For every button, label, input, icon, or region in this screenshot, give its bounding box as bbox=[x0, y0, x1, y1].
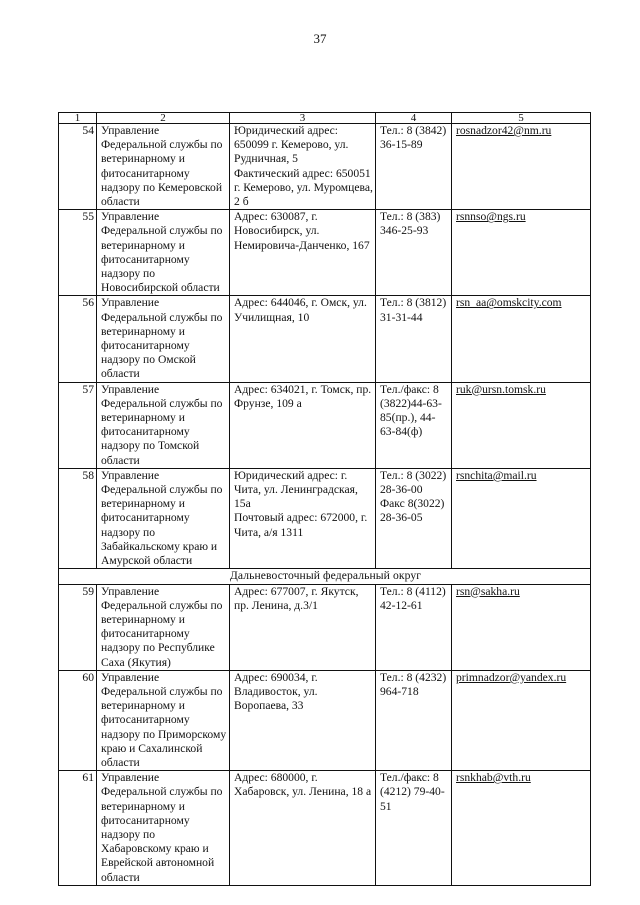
agency-email-cell bbox=[452, 296, 591, 382]
agency-email-link[interactable]: rosnadzor42@nm.ru bbox=[456, 124, 552, 137]
row-number: 60 bbox=[59, 670, 97, 770]
agency-contact-table bbox=[58, 112, 591, 886]
table-row bbox=[59, 468, 591, 568]
agency-email-cell bbox=[452, 124, 591, 210]
agency-email-cell bbox=[452, 584, 591, 670]
agency-address: Адрес: 644046, г. Омск, ул. Училищная, 10 bbox=[230, 296, 376, 382]
header-cell-2: 2 bbox=[97, 113, 230, 124]
agency-phone: Тел.: 8 (3842) 36-15-89 bbox=[376, 124, 452, 210]
agency-name: Управление Федеральной службы по ветеринарному и фитосанитарному надзору по Хабаровскому краю и Еврейской автономной области bbox=[97, 771, 230, 886]
agency-phone: Тел.: 8 (4232) 964-718 bbox=[376, 670, 452, 770]
agency-email-link[interactable]: rsnnso@ngs.ru bbox=[456, 210, 526, 224]
header-cell-3: 3 bbox=[230, 113, 376, 124]
agency-address: Адрес: 634021, г. Томск, пр. Фрунзе, 109 а bbox=[230, 382, 376, 468]
agency-name: Управление Федеральной службы по ветеринарному и фитосанитарному надзору по Забайкальскому краю и Амурской области bbox=[97, 468, 230, 568]
table-row bbox=[59, 670, 591, 770]
row-number: 57 bbox=[59, 382, 97, 468]
table-row bbox=[59, 771, 591, 886]
agency-phone: Тел.: 8 (4112) 42-12-61 bbox=[376, 584, 452, 670]
table-row bbox=[59, 210, 591, 296]
agency-phone: Тел./факс: 8 (4212) 79-40-51 bbox=[376, 771, 452, 886]
table-row bbox=[59, 584, 591, 670]
agency-name: Управление Федеральной службы по ветеринарному и фитосанитарному надзору по Республике Саха (Якутия) bbox=[97, 584, 230, 670]
section-row bbox=[59, 569, 591, 584]
row-number: 59 bbox=[59, 584, 97, 670]
row-number: 58 bbox=[59, 468, 97, 568]
agency-name: Управление Федеральной службы по ветеринарному и фитосанитарному надзору по Томской области bbox=[97, 382, 230, 468]
header-cell-4: 4 bbox=[376, 113, 452, 124]
agency-address: Адрес: 680000, г. Хабаровск, ул. Ленина, 18 а bbox=[230, 771, 376, 886]
agency-email-link[interactable]: rsnchita@mail.ru bbox=[456, 468, 537, 482]
row-number: 61 bbox=[59, 771, 97, 886]
agency-address: Юридический адрес: 650099 г. Кемерово, ул. Рудничная, 5 Фактический адрес: 650051 г. Кемерово, ул. Муромцева, 2 б bbox=[230, 124, 376, 210]
agency-phone: Тел.: 8 (3812) 31-31-44 bbox=[376, 296, 452, 382]
agency-email-link[interactable]: rsn@sakha.ru bbox=[456, 584, 520, 598]
header-cell-5: 5 bbox=[452, 113, 591, 124]
agency-email-cell bbox=[452, 771, 591, 886]
federal-district-heading: Дальневосточный федеральный округ bbox=[59, 569, 591, 584]
agency-address: Адрес: 690034, г. Владивосток, ул. Воропаева, 33 bbox=[230, 670, 376, 770]
row-number: 54 bbox=[59, 124, 97, 210]
row-number: 56 bbox=[59, 296, 97, 382]
agency-email-cell bbox=[452, 670, 591, 770]
agency-phone: Тел./факс: 8 (3822)44-63-85(пр.), 44-63-84(ф) bbox=[376, 382, 452, 468]
page-number: 37 bbox=[313, 31, 327, 46]
agency-email-link[interactable]: rsnkhab@vth.ru bbox=[456, 771, 531, 785]
agency-email-cell bbox=[452, 468, 591, 568]
agency-phone: Тел.: 8 (383) 346-25-93 bbox=[376, 210, 452, 296]
agency-email-link[interactable]: rsn_aa@omskcity.com bbox=[456, 296, 562, 310]
table-row bbox=[59, 296, 591, 382]
agency-address: Юридический адрес: г. Чита, ул. Ленинградская, 15а Почтовый адрес: 672000, г. Чита, а/я 1311 bbox=[230, 468, 376, 568]
agency-phone: Тел.: 8 (3022) 28-36-00 Факс 8(3022) 28-36-05 bbox=[376, 468, 452, 568]
header-cell-1: 1 bbox=[59, 113, 97, 124]
row-number: 55 bbox=[59, 210, 97, 296]
table-row bbox=[59, 382, 591, 468]
agency-name: Управление Федеральной службы по ветеринарному и фитосанитарному надзору по Омской области bbox=[97, 296, 230, 382]
agency-email-link[interactable]: primnadzor@yandex.ru bbox=[456, 670, 567, 684]
agency-name: Управление Федеральной службы по ветеринарному и фитосанитарному надзору по Приморскому краю и Сахалинской области bbox=[97, 670, 230, 770]
table-row bbox=[59, 124, 591, 210]
agency-address: Адрес: 677007, г. Якутск, пр. Ленина, д.3/1 bbox=[230, 584, 376, 670]
agency-email-cell bbox=[452, 210, 591, 296]
agency-address: Адрес: 630087, г. Новосибирск, ул. Немировича-Данченко, 167 bbox=[230, 210, 376, 296]
agency-email-cell bbox=[452, 382, 591, 468]
agency-name: Управление Федеральной службы по ветеринарному и фитосанитарному надзору по Кемеровской области bbox=[97, 124, 230, 210]
agency-email-link[interactable]: ruk@ursn.tomsk.ru bbox=[456, 382, 546, 396]
header-row bbox=[59, 113, 591, 124]
agency-name: Управление Федеральной службы по ветеринарному и фитосанитарному надзору по Новосибирской области bbox=[97, 210, 230, 296]
